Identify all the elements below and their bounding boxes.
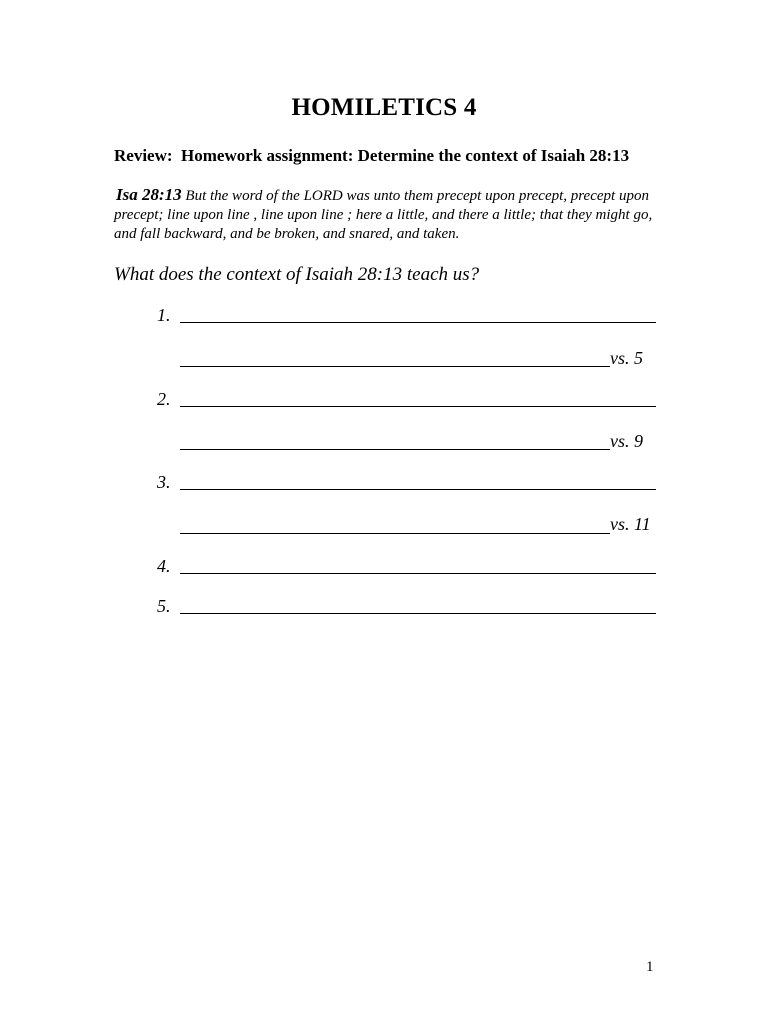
item-number-2: 2.: [157, 389, 171, 409]
review-heading: Review: Homework assignment: Determine the context of Isaiah 28:13: [114, 146, 630, 165]
answer-line-5[interactable]: [180, 613, 656, 614]
verse-ref-2: vs. 9: [610, 431, 643, 451]
answer-line-1b[interactable]: [180, 366, 610, 367]
verse-reference: Isa 28:13: [116, 185, 182, 204]
answer-line-3b[interactable]: [180, 533, 610, 534]
item-number-1: 1.: [157, 305, 171, 325]
item-number-3: 3.: [157, 472, 171, 492]
verse-ref-3: vs. 11: [610, 514, 651, 534]
page-title: HOMILETICS 4: [291, 94, 477, 121]
answer-line-1[interactable]: [180, 322, 656, 323]
verse-text: But the word of the LORD was unto them precept upon precept, precept upon precept; line upon line , line upon line ; here a little, and there a little; that they might go, and fall backward, and be broken, and snared, and taken.: [114, 188, 653, 242]
verse-ref-1: vs. 5: [610, 348, 643, 368]
answer-line-4[interactable]: [180, 573, 656, 574]
item-number-5: 5.: [157, 596, 171, 616]
item-number-4: 4.: [157, 556, 171, 576]
context-question: What does the context of Isaiah 28:13 teach us?: [114, 264, 480, 285]
verse-paragraph: [114, 185, 674, 244]
page-number: 1: [646, 959, 654, 975]
answer-line-2[interactable]: [180, 406, 656, 407]
answer-line-2b[interactable]: [180, 449, 610, 450]
answer-line-3[interactable]: [180, 489, 656, 490]
